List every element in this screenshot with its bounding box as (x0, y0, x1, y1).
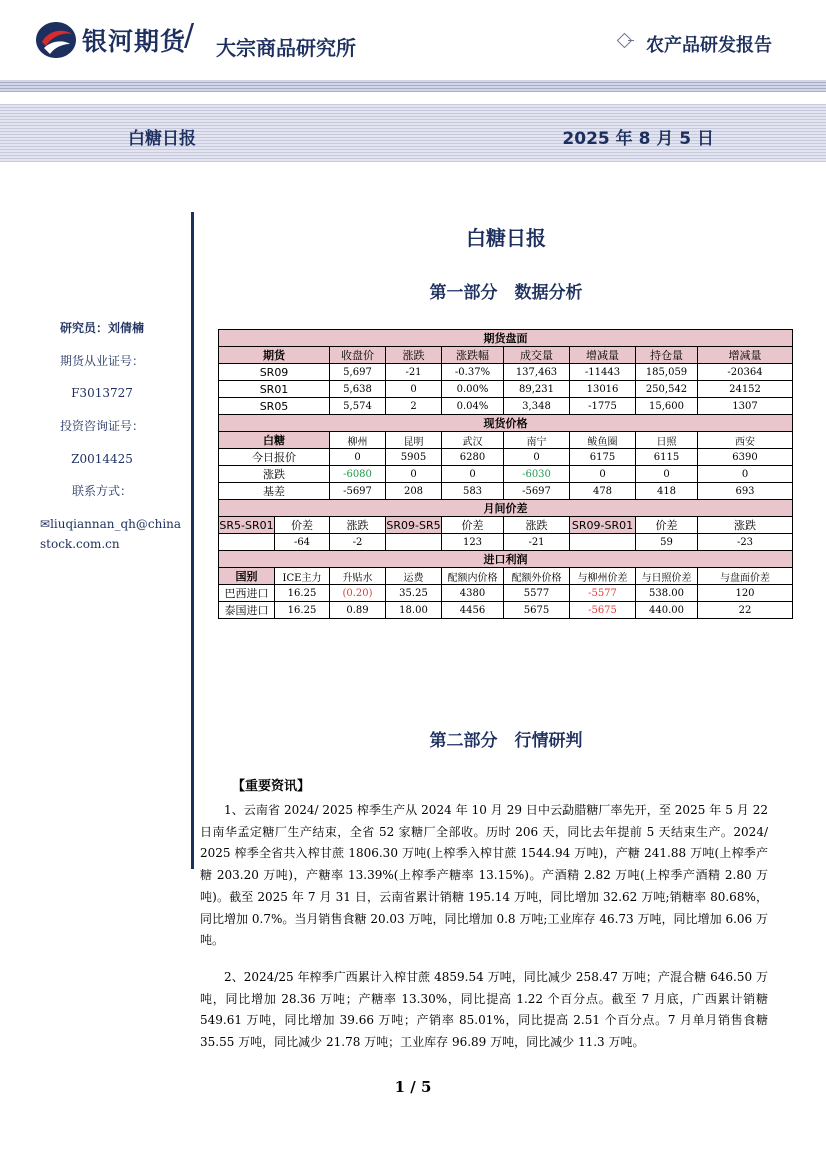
table-header: 涨跌幅 (442, 347, 504, 364)
table-header: 期货 (219, 347, 330, 364)
mail-icon: ✉ (40, 517, 51, 532)
table-cell: 0 (330, 449, 386, 466)
table-header: ICE主力 (275, 568, 330, 585)
table-header: 白糖 (219, 432, 330, 449)
table-cell: -64 (275, 534, 330, 551)
table-header: SR09-SR5 (386, 518, 441, 532)
table-cell: -21 (504, 534, 570, 551)
table-cell: -20364 (698, 364, 793, 381)
table-cell: 0 (698, 466, 793, 483)
table-cell: 6115 (636, 449, 698, 466)
table-cell: 0 (570, 466, 636, 483)
table-cell: (0.20) (330, 585, 386, 602)
table-cell: 24152 (698, 381, 793, 398)
table-header: 涨跌 (504, 517, 570, 534)
table-row (219, 364, 793, 381)
table-cell: 137,463 (504, 364, 570, 381)
table-cell: 5,574 (330, 398, 386, 415)
table-cell: SR09 (219, 364, 330, 381)
table-cell: 478 (570, 483, 636, 500)
header-divider: / (184, 18, 195, 53)
table-cell: 0.00% (442, 381, 504, 398)
table-row (219, 602, 793, 619)
table-cell: SR05 (219, 398, 330, 415)
institute-name: 大宗商品研究所 (216, 36, 356, 60)
header-stripe (0, 80, 826, 92)
market-data-table (218, 329, 793, 619)
table-cell: -6080 (330, 466, 386, 483)
table-row (219, 534, 793, 551)
section-title-data: 第一部分 数据分析 (429, 283, 583, 303)
table-cell: 0 (442, 466, 504, 483)
table-cell: 15,600 (636, 398, 698, 415)
table-header: 升贴水 (330, 568, 386, 585)
table-cell: 0.89 (330, 602, 386, 619)
band-title: 白糖日报 (128, 129, 196, 149)
table-cell: -21 (386, 364, 442, 381)
table-cell: 0 (504, 449, 570, 466)
table-header: 日照 (636, 432, 698, 449)
table-header: 与盘面价差 (698, 568, 793, 585)
table-cell: 1307 (698, 398, 793, 415)
table-cell: 35.25 (386, 585, 442, 602)
email-text[interactable]: liuqiannan_qh@china stock.com.cn (40, 517, 182, 552)
table-cell: 208 (386, 483, 442, 500)
table-cell: -5697 (330, 483, 386, 500)
spread-header-row (219, 517, 793, 534)
table-cell: -23 (698, 534, 793, 551)
table-header: 武汉 (442, 432, 504, 449)
futures-band: 期货盘面 (219, 330, 793, 347)
table-cell: 5,697 (330, 364, 386, 381)
table-cell: 185,059 (636, 364, 698, 381)
import-band: 进口利润 (219, 551, 793, 568)
table-cell: 6175 (570, 449, 636, 466)
spread-band: 月间价差 (219, 500, 793, 517)
table-cell: 4380 (442, 585, 504, 602)
table-cell: 59 (636, 534, 698, 551)
table-cell: 583 (442, 483, 504, 500)
cert-label: 期货从业证号： (59, 353, 144, 368)
table-cell: 13016 (570, 381, 636, 398)
table-cell: -1775 (570, 398, 636, 415)
table-cell: -5675 (570, 602, 636, 619)
table-cell: 巴西进口 (219, 585, 275, 602)
table-header: 运费 (386, 568, 442, 585)
table-cell: 今日报价 (219, 449, 330, 466)
table-cell: 泰国进口 (219, 602, 275, 619)
news-paragraph-1: 1、云南省 2024/ 2025 榨季生产从 2024 年 10 月 29 日中云勐腊糖厂率先开，至 2025 年 5 月 22 日南华孟定糖厂生产结束，全省 52 家糖厂全部收。历时 206 天，同比去年提前 5 天结束生产。2024/ 2025 榨季全省共入榨甘蔗 1806.30 万吨(上榨季入榨甘蔗 1544.94 万吨)，产糖 241.88 万吨(上榨季产糖 203.20 万吨)，产糖率 13.39%(上榨季产糖率 13.15%)。产酒精 2.82 万吨(上榨季产酒精 2.80 万吨)。截至 2025 年 7 月 31 日，云南省累计销糖 195.14 万吨，同比增加 32.62 万吨;销糖率 80.68%，同比增加 0.7%。当月销售食糖 20.03 万吨，同比增加 0.8 万吨;工业库存 46.73 万吨，同比增加 6.06 万吨。 (200, 803, 768, 948)
table-cell (219, 534, 275, 551)
table-header: 持仓量 (636, 347, 698, 364)
contact-label: 联系方式： (71, 484, 132, 499)
import-header-row (219, 568, 793, 585)
table-cell: 6390 (698, 449, 793, 466)
table-cell: 418 (636, 483, 698, 500)
table-cell: 5,638 (330, 381, 386, 398)
table-cell: 693 (698, 483, 793, 500)
table-header: 鲅鱼圈 (570, 432, 636, 449)
table-cell: 18.00 (386, 602, 442, 619)
table-header: 价差 (275, 517, 330, 534)
table-cell (570, 534, 636, 551)
news-paragraph-2: 2、2024/25 年榨季广西累计入榨甘蔗 4859.54 万吨，同比减少 258.47 万吨；产混合糖 646.50 万吨，同比增加 28.36 万吨；产糖率 13.30%，同比提高 1.22 个百分点。截至 7 月底，广西累计销糖 549.61 万吨，同比增加 39.66 万吨；产销率 85.01%，同比提高 2.51 个百分点。7 月单月销售食糖 35.55 万吨，同比减少 21.78 万吨；工业库存 96.89 万吨，同比减少 11.3 万吨。 (200, 970, 768, 1050)
sidebar-divider (191, 212, 194, 869)
table-cell: -5577 (570, 585, 636, 602)
report-type: 农产品研发报告 (646, 35, 772, 56)
table-cell: 440.00 (636, 602, 698, 619)
analyst-sidebar (22, 318, 182, 554)
table-header: 柳州 (330, 432, 386, 449)
table-row (219, 483, 793, 500)
table-cell: -6030 (504, 466, 570, 483)
table-cell: 5675 (504, 602, 570, 619)
table-header: SR09-SR01 (570, 517, 636, 534)
table-cell: 16.25 (275, 585, 330, 602)
table-header: SR5-SR01 (219, 518, 274, 532)
table-header: 价差 (442, 517, 504, 534)
table-header: 价差 (636, 517, 698, 534)
page-number: 1 / 5 (394, 1078, 432, 1096)
news-heading: 【重要资讯】 (232, 779, 311, 794)
table-cell: 6280 (442, 449, 504, 466)
futures-header-row (219, 347, 793, 364)
table-cell: 89,231 (504, 381, 570, 398)
table-cell: 0 (386, 381, 442, 398)
table-cell: 涨跌 (219, 466, 330, 483)
table-row (219, 466, 793, 483)
table-header: 收盘价 (330, 347, 386, 364)
table-header: 昆明 (386, 432, 442, 449)
table-header: 涨跌 (698, 517, 793, 534)
table-row (219, 585, 793, 602)
company-logo-icon (34, 20, 78, 60)
table-header: 增减量 (698, 347, 793, 364)
consult-label: 投资咨询证号： (59, 419, 144, 434)
table-header: 国别 (219, 568, 275, 585)
table-header: 涨跌 (330, 517, 386, 534)
table-cell: 0 (386, 466, 442, 483)
spot-header-row (219, 432, 793, 449)
table-header: 配额内价格 (442, 568, 504, 585)
brand-name: 银河期货 (82, 27, 187, 56)
table-header: 与柳州价差 (570, 568, 636, 585)
table-row (219, 398, 793, 415)
table-header: 配额外价格 (504, 568, 570, 585)
table-header: 西安 (698, 432, 793, 449)
table-cell: -0.37% (442, 364, 504, 381)
table-cell: 4456 (442, 602, 504, 619)
table-cell: -2 (330, 534, 386, 551)
table-cell: 5905 (386, 449, 442, 466)
table-row (219, 449, 793, 466)
document-title: 白糖日报 (466, 226, 546, 250)
table-cell: 250,542 (636, 381, 698, 398)
table-cell: 16.25 (275, 602, 330, 619)
table-cell (386, 534, 442, 551)
table-cell: 22 (698, 602, 793, 619)
table-cell: 基差 (219, 483, 330, 500)
table-cell: 2 (386, 398, 442, 415)
table-header: 与日照价差 (636, 568, 698, 585)
cert-number: F3013727 (71, 386, 133, 401)
table-header: 南宁 (504, 432, 570, 449)
table-cell: SR01 (219, 381, 330, 398)
table-cell: 120 (698, 585, 793, 602)
analyst-name: 研究员：刘倩楠 (59, 321, 144, 335)
spot-band: 现货价格 (219, 415, 793, 432)
header-connector (628, 40, 634, 41)
table-cell: 5577 (504, 585, 570, 602)
table-cell: 0.04% (442, 398, 504, 415)
report-date: 2025 年 8 月 5 日 (562, 129, 714, 149)
contact-email[interactable] (22, 514, 182, 554)
table-header: 涨跌 (386, 347, 442, 364)
table-row (219, 381, 793, 398)
table-cell: -5697 (504, 483, 570, 500)
table-cell: 0 (636, 466, 698, 483)
table-cell: 538.00 (636, 585, 698, 602)
table-cell: 3,348 (504, 398, 570, 415)
table-header: 成交量 (504, 347, 570, 364)
consult-number: Z0014425 (71, 451, 133, 466)
table-header: 增减量 (570, 347, 636, 364)
section-title-analysis: 第二部分 行情研判 (429, 731, 583, 751)
table-cell: -11443 (570, 364, 636, 381)
table-cell: 123 (442, 534, 504, 551)
